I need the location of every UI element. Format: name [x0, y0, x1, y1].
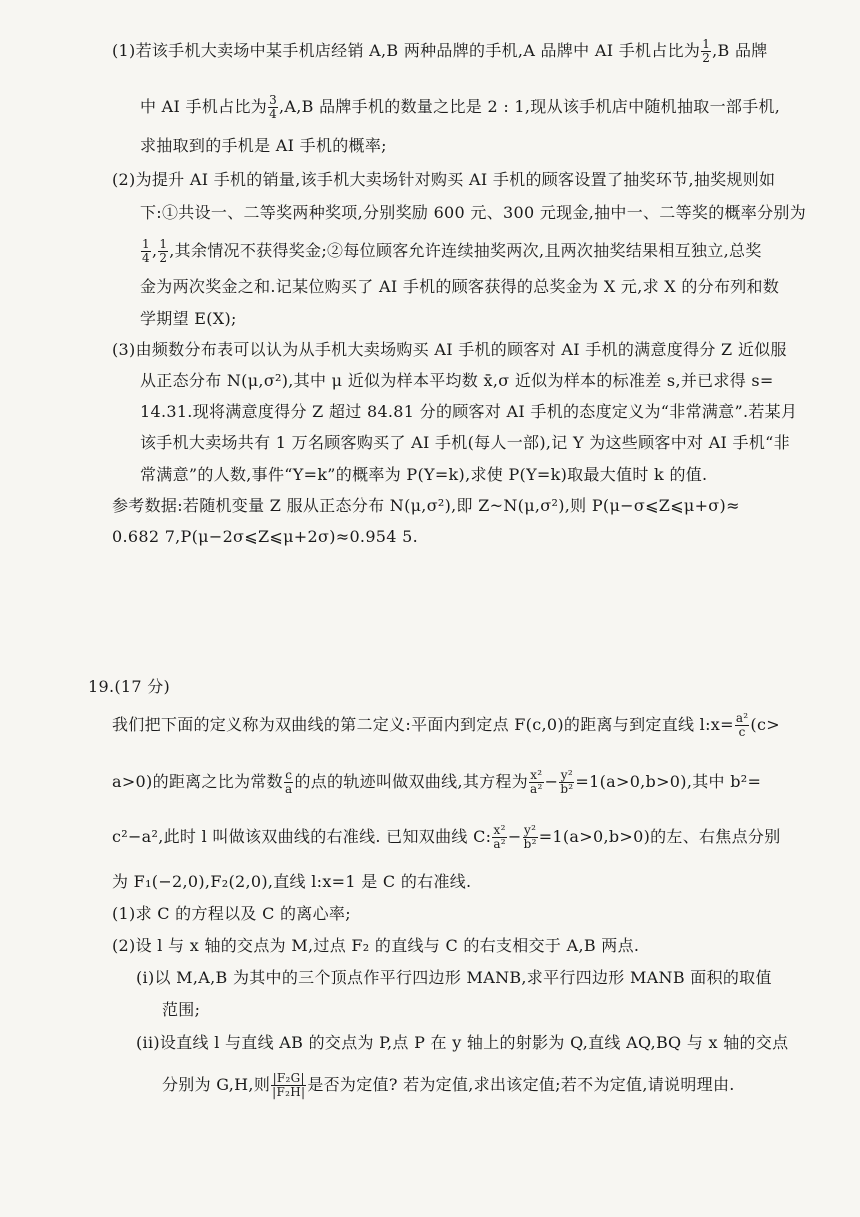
- fraction: $\frac{c}{a}$: [284, 768, 293, 796]
- q19-part2-ii-line2: [162, 1072, 735, 1099]
- q18-part3-line1: (3)由频数分布表可以认为从手机大卖场购买 AI 手机的顾客对 AI 手机的满意度得分 Z 近似服: [112, 340, 787, 359]
- fraction: $\frac{\text{y²}}{\text{b²}}$: [523, 823, 537, 851]
- minus-sign: −: [507, 827, 522, 846]
- reference-data-line2: 0.682 7,P(μ−2σ⩽Z⩽μ+2σ)≈0.954 5.: [112, 527, 419, 546]
- fraction: $\frac{3}{4}$: [269, 93, 277, 121]
- fraction: $\frac{\text{x²}}{\text{a²}}$: [530, 768, 543, 796]
- q18-part3-line3: 14.31.现将满意度得分 Z 超过 84.81 分的顾客对 AI 手机的态度定义为“非常满意”.若某月: [140, 402, 798, 421]
- q18-part2-line2: 下:①共设一、二等奖两种奖项,分别奖励 600 元、300 元现金,抽中一、二等奖的概率分别为: [140, 203, 806, 222]
- text-segment: a>0)的距离之比为常数: [112, 772, 283, 791]
- text-segment: ,B 品牌: [712, 41, 768, 60]
- q18-part3-line4: 该手机大卖场共有 1 万名顾客购买了 AI 手机(每人一部),记 Y 为这些顾客中对 AI 手机“非: [140, 433, 790, 452]
- q19-part2-i-line2: 范围;: [162, 1000, 201, 1019]
- text-segment: 的点的轨迹叫做双曲线,其方程为: [294, 772, 529, 791]
- text-segment: ,其余情况不获得奖金;②每位顾客允许连续抽奖两次,且两次抽奖结果相互独立,总奖: [169, 241, 762, 260]
- q18-part2-line1: (2)为提升 AI 手机的销量,该手机大卖场针对购买 AI 手机的顾客设置了抽奖环节,抽奖规则如: [112, 170, 776, 189]
- q18-part1-line2: [140, 94, 780, 121]
- fraction: $\frac{1}{4}$: [142, 237, 150, 265]
- reference-data-line1: 参考数据:若随机变量 Z 服从正态分布 N(μ,σ²),即 Z~N(μ,σ²),则 P(μ−σ⩽Z⩽μ+σ)≈: [112, 496, 740, 515]
- text-segment: c²−a²,此时 l 叫做该双曲线的右准线. 已知双曲线 C:: [112, 827, 492, 846]
- text-segment: (1)若该手机大卖场中某手机店经销 A,B 两种品牌的手机,A 品牌中 AI 手机占比为: [112, 41, 701, 60]
- q19-part2: (2)设 l 与 x 轴的交点为 M,过点 F₂ 的直线与 C 的右支相交于 A,B 两点.: [112, 936, 640, 955]
- q19-part1: (1)求 C 的方程以及 C 的离心率;: [112, 904, 351, 923]
- q18-part2-line5: 学期望 E(X);: [140, 309, 237, 328]
- q18-part3-line5: 常满意”的人数,事件“Y=k”的概率为 P(Y=k),求使 P(Y=k)取最大值时 k 的值.: [140, 465, 708, 484]
- q19-definition-line1: [112, 712, 780, 739]
- q18-part3-line2: 从正态分布 N(μ,σ²),其中 μ 近似为样本平均数 x̄,σ 近似为样本的标准差 s,并已求得 s=: [140, 371, 774, 390]
- text-segment: =1(a>0,b>0),其中 b²=: [575, 772, 762, 791]
- text-segment: 我们把下面的定义称为双曲线的第二定义:平面内到定点 F(c,0)的距离与到定直线 l:x=: [112, 715, 734, 734]
- q19-part2-ii-line1: (ii)设直线 l 与直线 AB 的交点为 P,点 P 在 y 轴上的射影为 Q,直线 AQ,BQ 与 x 轴的交点: [136, 1033, 789, 1052]
- q18-part2-line3: $\frac{1}{4}$ , $\frac{1}{2}$ ,其余情况不获得奖金;②每位顾客允许连续抽奖两次,且两次抽奖结果相互独立,总奖: [142, 237, 762, 265]
- q18-part1-line1: [112, 38, 768, 65]
- minus-sign: −: [544, 772, 559, 791]
- fraction: $\frac{\text{a²}}{c}$: [735, 711, 749, 739]
- text-segment: 是否为定值? 若为定值,求出该定值;若不为定值,请说明理由.: [307, 1075, 735, 1094]
- q19-header: 19.(17 分): [88, 677, 171, 696]
- q18-part1-line3: 求抽取到的手机是 AI 手机的概率;: [140, 136, 387, 155]
- fraction: $\frac{\text{x²}}{\text{a²}}$: [493, 823, 506, 851]
- text-segment: =1(a>0,b>0)的左、右焦点分别: [538, 827, 781, 846]
- fraction: $\frac{1}{2}$: [159, 237, 168, 265]
- q18-part2-line4: 金为两次奖金之和.记某位购买了 AI 手机的顾客获得的总奖金为 X 元,求 X 的分布列和数: [140, 277, 780, 296]
- text-segment: 中 AI 手机占比为: [140, 97, 268, 116]
- q19-definition-line2: [112, 769, 761, 796]
- q19-part2-i-line1: (i)以 M,A,B 为其中的三个顶点作平行四边形 MANB,求平行四边形 MANB 面积的取值: [136, 968, 772, 987]
- q19-definition-line3: [112, 824, 781, 851]
- text-segment: ,A,B 品牌手机的数量之比是 2 : 1,现从该手机店中随机抽取一部手机,: [279, 97, 781, 116]
- text-segment: (c>: [750, 715, 780, 734]
- fraction: $\frac{1}{2}$: [702, 37, 711, 65]
- fraction: $\frac{\text{|F₂G|}}{\text{|F₂H|}}$: [272, 1071, 306, 1099]
- fraction: $\frac{\text{y²}}{\text{b²}}$: [560, 768, 574, 796]
- q19-definition-line4: 为 F₁(−2,0),F₂(2,0),直线 l:x=1 是 C 的右准线.: [112, 872, 472, 891]
- text-segment: 分别为 G,H,则: [162, 1075, 271, 1094]
